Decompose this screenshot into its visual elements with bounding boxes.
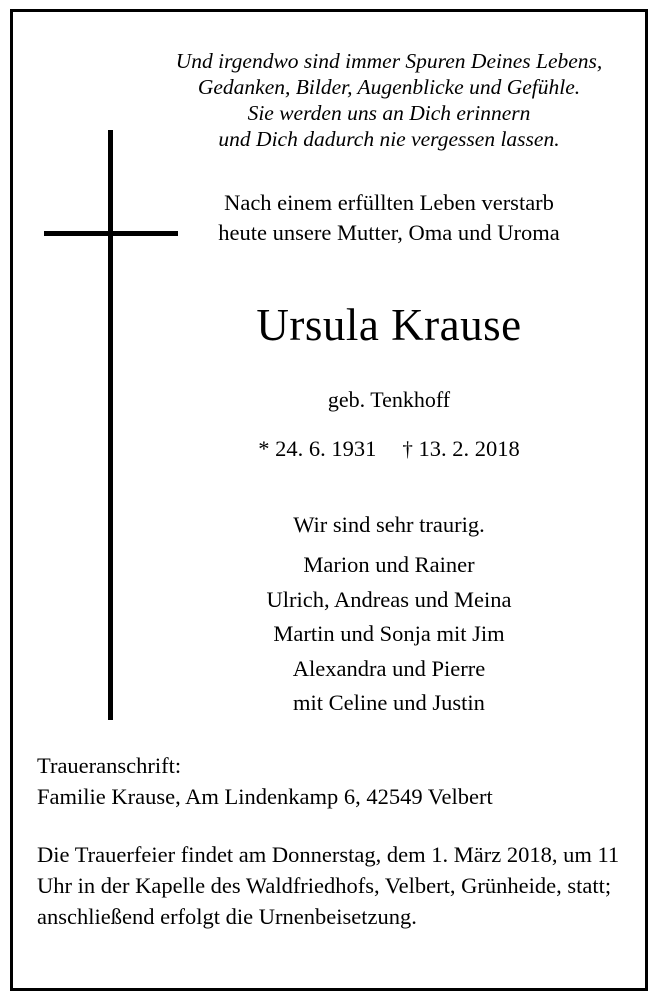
intro-line-2: heute unsere Mutter, Oma und Uroma <box>218 220 560 245</box>
deceased-maiden-name: geb. Tenkhoff <box>327 387 451 412</box>
life-dates <box>129 436 649 462</box>
dagger-icon: † <box>402 437 413 461</box>
poem-line-4: und Dich dadurch nie vergessen lassen. <box>218 127 560 151</box>
survivor-line: Alexandra und Pierre <box>292 655 486 681</box>
address-label: Traueranschrift: <box>37 753 182 778</box>
poem-line-1: Und irgendwo sind immer Spuren Deines Lebens, <box>175 49 603 73</box>
survivor-line: Ulrich, Andreas und Meina <box>266 586 512 612</box>
death-date: 13. 2. 2018 <box>418 436 520 461</box>
poem-line-3: Sie werden uns an Dich erinnern <box>247 101 531 125</box>
cross-vertical-bar <box>108 130 113 720</box>
survivor-line: mit Celine und Justin <box>293 690 485 715</box>
notice-content <box>24 22 634 978</box>
mourning-statement: Wir sind sehr traurig. <box>293 512 485 537</box>
survivor-line: Marion und Rainer <box>303 552 475 577</box>
memorial-poem <box>129 48 649 152</box>
intro-line-1: Nach einem erfüllten Leben verstarb <box>224 190 554 215</box>
poem-line-2: Gedanken, Bilder, Augenblicke und Gefühle. <box>197 75 581 99</box>
condolence-address <box>37 750 649 812</box>
funeral-service-details: Die Trauerfeier findet am Donnerstag, dem 1. März 2018, um 11 Uhr in der Kapelle des Waldfriedhofs, Velbert, Grünheide, statt; anschließend erfolgt die Urnenbeisetzung. <box>37 842 620 929</box>
survivor-line: Martin und Sonja mit Jim <box>273 621 505 646</box>
deceased-name: Ursula Krause <box>256 300 522 350</box>
birth-date: * 24. 6. 1931 <box>258 436 377 461</box>
announcement-intro <box>129 188 649 248</box>
survivors-list <box>129 548 649 721</box>
address-value: Familie Krause, Am Lindenkamp 6, 42549 Velbert <box>37 784 493 809</box>
